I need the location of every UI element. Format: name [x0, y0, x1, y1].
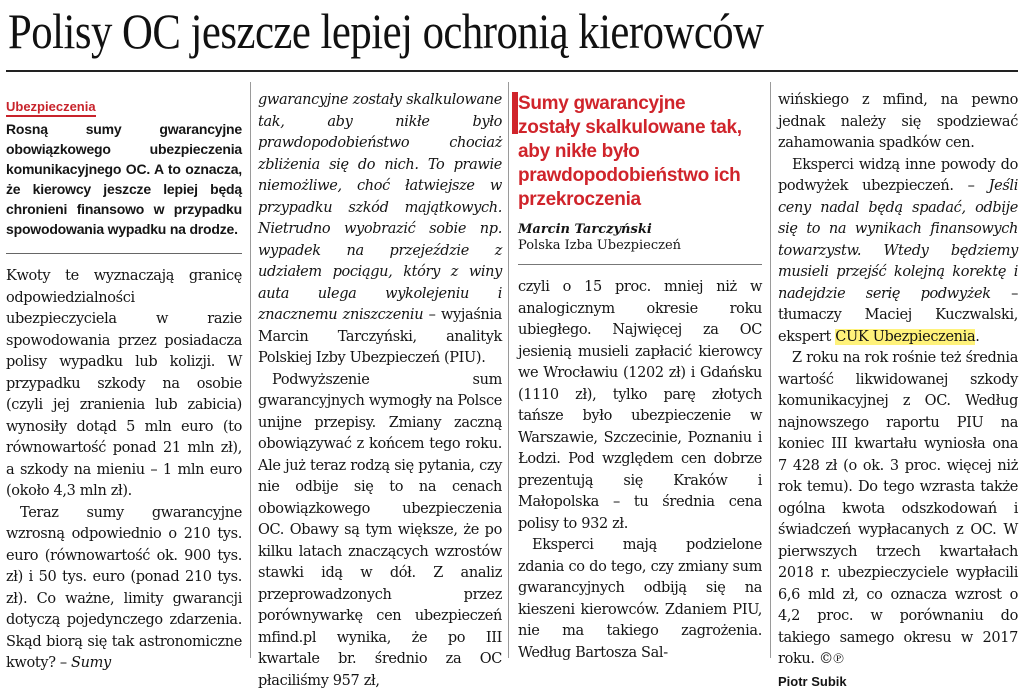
column-divider: [770, 82, 771, 658]
highlighted-company: CUK Ubezpieczenia: [835, 329, 975, 345]
column-divider: [250, 82, 251, 658]
article-headline: Polisy OC jeszcze lepiej ochronią kierowców: [8, 2, 872, 62]
column-3: [518, 90, 762, 668]
quote-paragraph: gwarancyjne zostały skalkulowane tak, aby nikłe było prawdopodobieństwo chociaż zbliżenia się do nich. To prawie niemożliwe, choć łatwiejsze w przypadku szkód majątkowych. Nietrudno wyobrazić sobie np. wypadek na przejeździe z udziałem pociągu, który z winy auta ulega wykolejeniu i znacznemu zniszczeniu – wyjaśnia Marcin Tarczyński, analityk Polskiej Izby Ubezpieczeń (PIU).: [258, 90, 502, 370]
article-lead: Rosną sumy gwarancyjne obowiązkowego ubezpieczenia komunikacyjnego OC. A to oznacza, że kierowcy jeszcze lepiej będą chronieni finansowo w przypadku spowodowania wypadku na drodze.: [6, 119, 242, 239]
paragraph: Kwoty te wyznaczają granicę odpowiedzialności ubezpieczyciela w razie spowodowania przez posiadacza polisy wypadku lub kolizji. W przypadku szkody na osobie (czyli jej zranienia lub zabicia) wynosiły dotąd 5 mln euro (to równowartość ponad 21 mln zł), a szkody na mieniu – 1 mln euro (około 4,3 mln zł).: [6, 266, 242, 503]
pullquote-affiliation: Polska Izba Ubezpieczeń: [518, 238, 762, 254]
paragraph: Eksperci mają podzielone zdania co do tego, czy zmiany sum gwarancyjnych odbiją się na kieszeni kierowców. Zdaniem PIU, nie ma takiego zagrożenia. Według Bartosza Sal-: [518, 535, 762, 664]
pullquote: Sumy gwarancyjne zostały skalkulowane tak, aby nikłe było prawdopodobieństwo ich przekroczenia: [518, 92, 762, 212]
paragraph: Podwyższenie sum gwarancyjnych wymogły na Polsce unijne przepisy. Zmiany zaczną obowiązywać z końcem tego roku. Ale już teraz rodzą się pytania, czy nie odbije się to na cenach obowiązkowego ubezpieczenia OC. Obawy są tym większe, że po kilku latach znaczących wzrostów stawki idą w dół. Z analiz przeprowadzonych przez porównywarkę cen ubezpieczeń mfind.pl wynika, że po III kwartale br. średnio za OC płaciliśmy 957 zł,: [258, 370, 502, 692]
paragraph: Teraz sumy gwarancyjne wzrosną odpowiednio o 210 tys. euro (równowartość ok. 900 tys. zł) i 50 tys. euro (ponad 210 tys. zł). Co ważne, limity gwarancji dotyczą pojedynczego zdarzenia. Skąd biorą się tak astronomiczne kwoty? – Sumy: [6, 503, 242, 675]
lead-divider: [6, 253, 242, 254]
pullquote-divider: [518, 264, 762, 265]
paragraph: czyli o 15 proc. mniej niż w analogicznym okresie roku ubiegłego. Najwięcej za OC jesienią musieli zapłacić kierowcy we Wrocławiu (1202 zł) i Gdańsku (1110 zł), tylko parę złotych tańsze było ubezpieczenie w Warszawie, Szczecinie, Poznaniu i Łodzi. Pod względem cen dobrze prezentują się Kraków i Małopolska – tu średnia cena polisy to 932 zł.: [518, 277, 762, 535]
column-divider: [508, 82, 509, 658]
column-2: [258, 90, 502, 668]
paragraph: Z roku na rok rośnie też średnia wartość likwidowanej szkody komunikacyjnej z OC. Według najnowszego raportu PIU na koniec III kwartału wyniosła ona 7 428 zł (o ok. 3 proc. więcej niż rok temu). Do tego wzrasta także ogólna kwota odszkodowań i świadczeń wypłacanych z OC. W pierwszych trzech kwartałach 2018 r. ubezpieczyciele wypłacili 6,6 mld zł, co oznacza wzrost o 4,2 proc. w porównaniu do takiego samego okresu w 2017 roku. ©℗: [778, 348, 1018, 671]
pullquote-author: Marcin Tarczyński: [518, 222, 762, 238]
section-label: Ubezpieczenia: [6, 100, 96, 117]
author-byline: Piotr Subik: [778, 673, 1018, 691]
paragraph: Eksperci widzą inne powody do podwyżek ubezpieczeń. – Jeśli ceny nadal będą spadać, odbije się to na wynikach finansowych towarzystw. Wtedy będziemy musieli przejść kolejną korektę i nadejdzie serię podwyżek – tłumaczy Maciej Kuczwalski, ekspert CUK Ubezpieczenia.: [778, 155, 1018, 349]
column-1: [6, 96, 242, 668]
paragraph: wińskiego z mfind, na pewno jednak należy się spodziewać zahamowania spadków cen.: [778, 90, 1018, 155]
column-4: [778, 90, 1018, 668]
headline-rule: [6, 70, 1018, 72]
